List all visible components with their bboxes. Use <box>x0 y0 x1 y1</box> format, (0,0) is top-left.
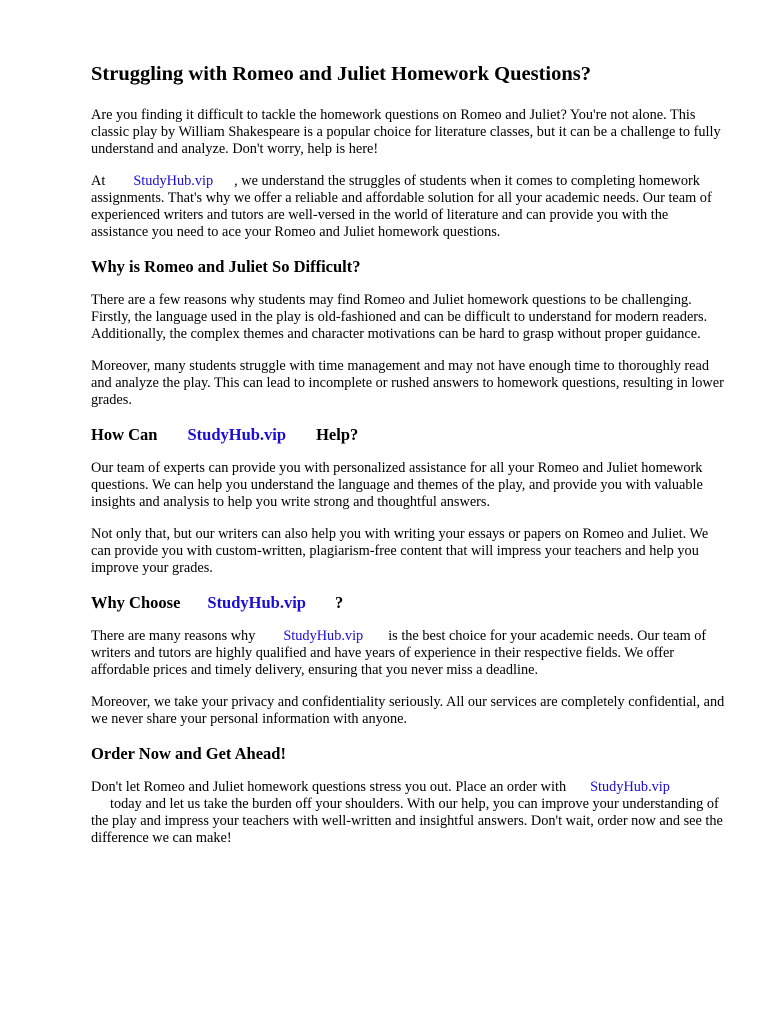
heading-how-can-after: Help? <box>316 425 359 444</box>
help-paragraph-2: Not only that, but our writers can also help you with writing your essays or papers on Romeo and Juliet. We can provide you with custom-written, plagiarism-free content that will impress your teachers and help you improve your grades. <box>91 526 709 576</box>
studyhub-heading-link[interactable]: StudyHub.vip <box>187 425 287 444</box>
heading-why-choose <box>91 593 728 613</box>
at-text-before: At <box>91 173 106 189</box>
order-text-after: today and let us take the burden off your shoulders. With our help, you can improve your understanding of the play and impress your teachers with well-written and insightful answers. Don't wait, order now and see the difference we can make! <box>91 796 723 846</box>
studyhub-choose-link[interactable]: StudyHub.vip <box>207 593 306 612</box>
order-text-before: Don't let Romeo and Juliet homework questions stress you out. Place an order with <box>91 779 567 795</box>
studyhub-link[interactable]: StudyHub.vip <box>133 173 214 189</box>
heading-order-now: Order Now and Get Ahead! <box>91 744 286 763</box>
intro-paragraph: Are you finding it difficult to tackle the homework questions on Romeo and Juliet? You're not alone. This classic play by William Shakespeare is a popular choice for literature classes, but it can be a challenge to fully understand and analyze. Don't worry, help is here! <box>91 107 721 157</box>
order-paragraph <box>91 779 728 847</box>
choose-text-after: is the best choice for your academic needs. Our team of writers and tutors are highly qualified and have years of experience in their respective fields. We offer affordable prices and timely delivery, ensuring that you never miss a deadline. <box>91 628 707 678</box>
difficult-paragraph-1: There are a few reasons why students may find Romeo and Juliet homework questions to be challenging. Firstly, the language used in the play is old-fashioned and can be difficult to understand for modern readers. Additionally, the complex themes and character motivations can be hard to grasp without proper guidance. <box>91 292 708 342</box>
heading-why-choose-after: ? <box>335 593 344 612</box>
help-paragraph-1: Our team of experts can provide you with personalized assistance for all your Romeo and Juliet homework questions. We can help you understand the language and themes of the play, and provide you with valuable insights and analysis to help you write strong and thoughtful answers. <box>91 460 703 510</box>
studyhub-order-link[interactable]: StudyHub.vip <box>590 779 670 795</box>
choose-paragraph-1 <box>91 628 728 679</box>
at-paragraph <box>91 173 728 241</box>
choose-paragraph-2: Moreover, we take your privacy and confidentiality seriously. All our services are completely confidential, and we never share your personal information with anyone. <box>91 694 725 727</box>
at-text-after: , we understand the struggles of students when it comes to completing homework assignments. That's why we offer a reliable and affordable solution for all your academic needs. Our team of experienced writers and tutors are well-versed in the world of literature and can provide you with the assistance you need to ace your Romeo and Juliet homework questions. <box>91 173 712 240</box>
heading-why-difficult: Why is Romeo and Juliet So Difficult? <box>91 257 361 276</box>
heading-why-choose-before: Why Choose <box>91 593 181 612</box>
page-title: Struggling with Romeo and Juliet Homework Questions? <box>91 63 591 85</box>
heading-how-can-help <box>91 425 728 445</box>
choose-text-before: There are many reasons why <box>91 628 256 644</box>
studyhub-reasons-link[interactable]: StudyHub.vip <box>283 628 364 644</box>
difficult-paragraph-2: Moreover, many students struggle with time management and may not have enough time to thoroughly read and analyze the play. This can lead to incomplete or rushed answers to homework questions, resulting in lower grades. <box>91 358 724 408</box>
heading-how-can-before: How Can <box>91 425 158 444</box>
